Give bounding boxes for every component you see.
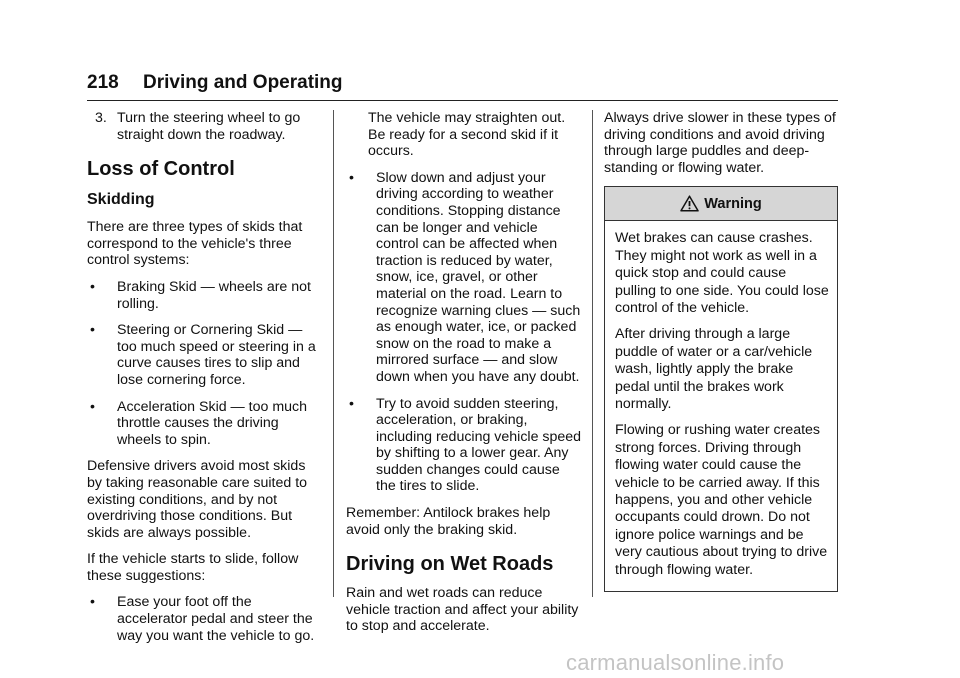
warning-body	[605, 221, 837, 591]
bullet-icon: •	[349, 395, 354, 412]
heading-driving-on-wet-roads: Driving on Wet Roads	[346, 553, 554, 576]
warning-title: Warning	[704, 195, 762, 212]
antilock-paragraph: Remember: Antilock brakes help avoid only the braking skid.	[346, 505, 551, 538]
list-item-text: Ease your foot off the accelerator pedal and steer the way you want the vehicle to go.	[117, 594, 315, 644]
list-item-text: Steering or Cornering Skid — too much speed or steering in a curve causes tires to slip and lose cornering force.	[117, 322, 316, 388]
warning-paragraph: Flowing or rushing water creates strong forces. Driving through flowing water could cause the vehicle to be carried away. If this happens, you and other vehicle occupants could drown. Do not ignore police warnings and be very cautious about trying to drive through flowing water.	[615, 422, 828, 578]
skid-intro-paragraph: There are three types of skids that correspond to the vehicle's three control systems:	[87, 219, 303, 269]
section-title: Driving and Operating	[143, 72, 343, 93]
defensive-paragraph: Defensive drivers avoid most skids by taking reasonable care suited to existing conditions, and by not overdriving those conditions. But skids are always possible.	[87, 458, 308, 541]
list-item	[87, 322, 323, 388]
bullet-icon: •	[90, 322, 95, 339]
bullet-icon: •	[90, 278, 95, 295]
column-3	[604, 110, 838, 592]
bullet-icon: •	[90, 398, 95, 415]
warning-paragraph: After driving through a large puddle of water or a car/vehicle wash, lightly apply the brake pedal until the brakes work normally.	[615, 326, 813, 413]
warning-paragraph: Wet brakes can cause crashes. They might not work as well in a quick stop and could cause pulling to one side. You could lose control of the vehicle.	[615, 230, 829, 316]
subheading-skidding: Skidding	[87, 191, 155, 209]
wet-roads-paragraph: Rain and wet roads can reduce vehicle traction and affect your ability to stop and accelerate.	[346, 585, 579, 635]
list-item	[346, 396, 582, 496]
column-2	[346, 110, 582, 645]
list-item	[87, 399, 323, 449]
list-item-continuation: The vehicle may straighten out. Be ready for a second skid if it occurs.	[368, 110, 566, 160]
step-text: Turn the steering wheel to go straight down the roadway.	[117, 110, 301, 143]
warning-header	[605, 187, 837, 221]
page-header	[87, 70, 838, 101]
warning-triangle-icon	[680, 195, 699, 212]
page-number: 218	[87, 72, 119, 93]
list-item	[346, 170, 582, 386]
column-divider-2	[592, 110, 593, 597]
warning-box	[604, 186, 838, 592]
list-item	[87, 279, 323, 312]
numbered-step	[87, 110, 323, 143]
bullet-icon: •	[349, 169, 354, 186]
watermark: carmanualsonline.info	[566, 650, 785, 675]
slide-intro-paragraph: If the vehicle starts to slide, follow these suggestions:	[87, 551, 299, 584]
heading-loss-of-control: Loss of Control	[87, 158, 235, 181]
column-divider-1	[333, 110, 334, 597]
list-item-text: Slow down and adjust your driving according to weather conditions. Stopping distance can be longer and vehicle control can be affected when traction is reduced by water, snow, ice, gravel, or other material on the road. Learn to recognize warning clues — such as enough water, ice, or packed snow on the road to make a mirrored surface — and slow down when you have any doubt.	[376, 169, 581, 385]
list-item-text: Try to avoid sudden steering, acceleration, or braking, including reducing vehicle speed by shifting to a lower gear. Any sudden changes could cause the tires to slide.	[376, 395, 582, 495]
list-item	[87, 594, 323, 644]
list-item-text: Braking Skid — wheels are not rolling.	[117, 278, 311, 312]
drive-slower-paragraph: Always drive slower in these types of driving conditions and avoid driving through large puddles and deep-standing or flowing water.	[604, 110, 836, 176]
list-item-text: Acceleration Skid — too much throttle causes the driving wheels to spin.	[117, 398, 308, 448]
step-number: 3.	[95, 110, 107, 126]
bullet-icon: •	[90, 594, 95, 611]
column-1	[87, 110, 323, 654]
